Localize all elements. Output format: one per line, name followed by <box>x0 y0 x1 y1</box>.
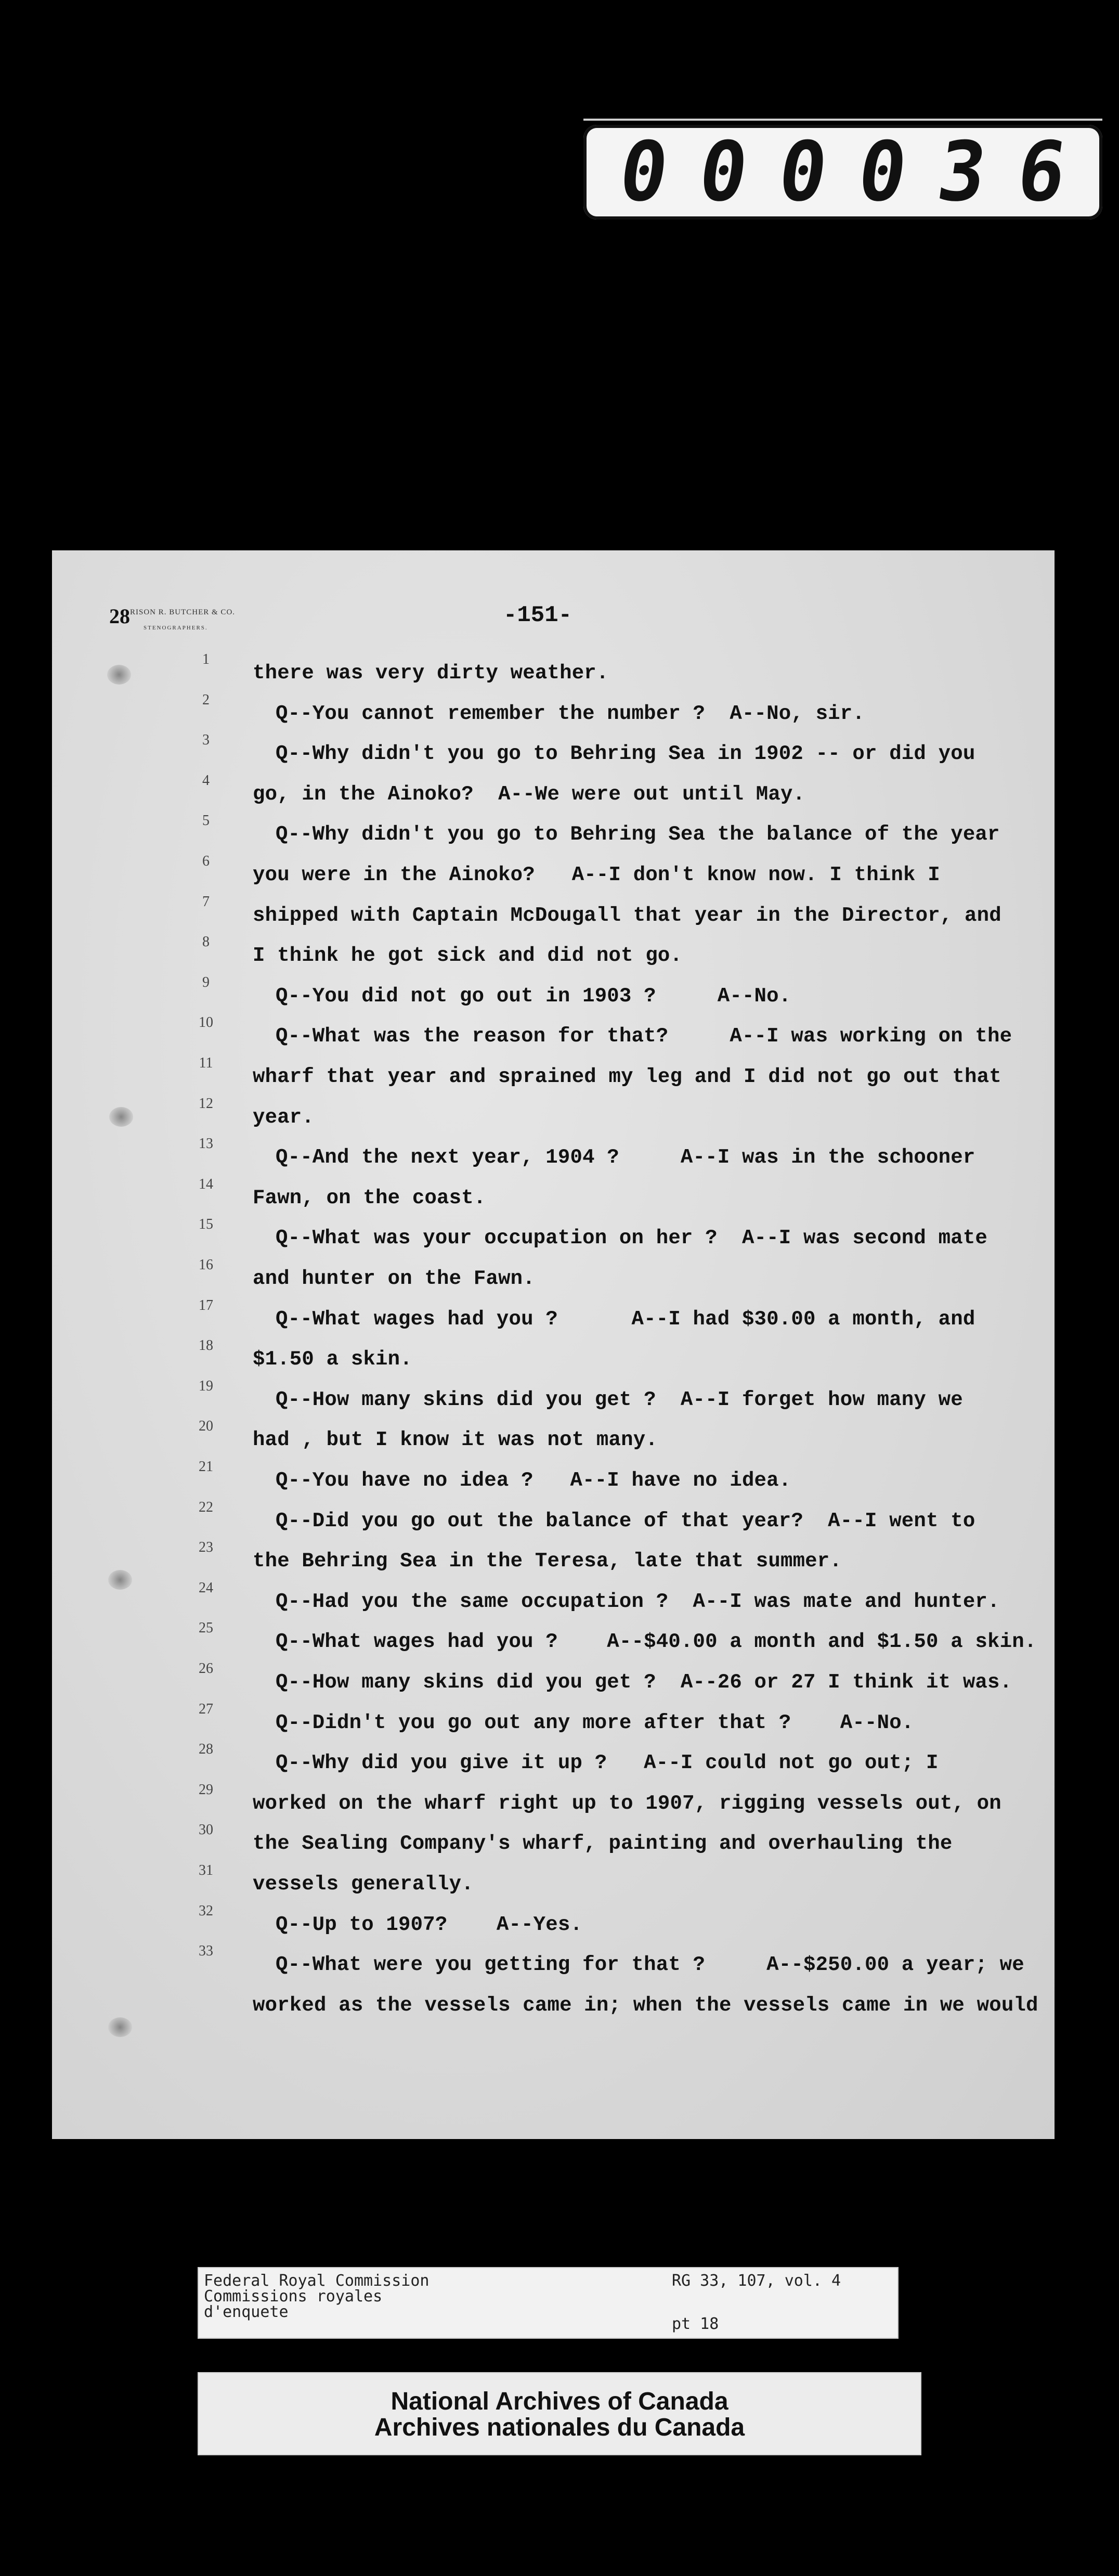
line-text: Q--Did you go out the balance of that year? A--I went to <box>276 1509 975 1532</box>
line-text: the Sealing Company's wharf, painting and overhauling the <box>253 1832 953 1856</box>
transcript-line <box>52 1135 1055 1173</box>
transcript-line <box>52 731 1055 769</box>
transcript-line <box>52 1175 1055 1214</box>
archives-name-en: National Archives of Canada <box>391 2388 728 2415</box>
line-text: worked on the wharf right up to 1907, rigging vessels out, on <box>253 1792 1001 1815</box>
transcript-line <box>52 1579 1055 1617</box>
line-text: worked as the vessels came in; when the vessels came in we would <box>253 1993 1038 2017</box>
line-number: 25 <box>199 1620 213 1637</box>
line-text: Q--And the next year, 1904 ? A--I was in the schooner <box>276 1146 975 1169</box>
national-archives-label <box>198 2372 921 2455</box>
line-number: 4 <box>202 772 210 789</box>
transcript-line <box>52 1054 1055 1092</box>
line-text: Q--You did not go out in 1903 ? A--No. <box>276 984 791 1008</box>
transcript-line <box>52 1740 1055 1779</box>
line-number: 3 <box>202 732 210 749</box>
collection-title-fr: Commissions royales <box>204 2287 383 2305</box>
line-text: you were in the Ainoko? A--I don't know now. I think I <box>253 864 940 886</box>
archives-name-fr: Archives nationales du Canada <box>374 2414 745 2441</box>
line-text: Q--What wages had you ? A--$40.00 a month and $1.50 a skin. <box>276 1630 1037 1654</box>
line-text: vessels generally. <box>253 1873 474 1896</box>
counter-digit: 0 <box>614 124 674 220</box>
line-text: Fawn, on the coast. <box>253 1186 486 1209</box>
line-text: Q--You cannot remember the number ? A--No, sir. <box>276 702 865 725</box>
line-text: $1.50 a skin. <box>253 1348 412 1371</box>
archive-reference-label <box>198 2267 899 2339</box>
line-text: Q--What wages had you ? A--I had $30.00 a month, and <box>276 1307 975 1331</box>
counter-digit: 6 <box>1011 124 1072 220</box>
line-text: Q--Had you the same occupation ? A--I was mate and hunter. <box>276 1590 1000 1613</box>
transcript-line <box>52 893 1055 931</box>
transcript-line <box>52 933 1055 971</box>
line-number: 16 <box>199 1257 213 1273</box>
line-text: shipped with Captain McDougall that year in the Director, and <box>253 904 1001 927</box>
page-number: -151- <box>503 602 572 628</box>
line-number: 28 <box>199 1741 213 1758</box>
transcript-line <box>52 771 1055 810</box>
line-number: 5 <box>202 813 210 829</box>
line-text: Q--Up to 1907? A--Yes. <box>276 1913 583 1936</box>
transcript-line <box>52 1861 1055 1900</box>
line-number: 2 <box>202 691 210 708</box>
line-number: 27 <box>199 1701 213 1717</box>
line-text: Q--How many skins did you get ? A--26 or 27 I think it was. <box>276 1671 1012 1694</box>
counter-digit: 0 <box>852 124 913 220</box>
line-number: 18 <box>199 1337 213 1354</box>
firm-subtitle: STENOGRAPHERS. <box>144 625 208 631</box>
line-number: 13 <box>199 1136 213 1152</box>
collection-title-fr-2: d'enquete <box>204 2303 289 2321</box>
transcript-line <box>52 1902 1055 1940</box>
line-text: I think he got sick and did not go. <box>253 944 683 968</box>
line-text: Q--How many skins did you get ? A--I forget how many we <box>276 1388 963 1411</box>
frame-counter <box>583 125 1102 220</box>
line-number: 22 <box>199 1499 213 1515</box>
line-number: 6 <box>202 853 210 869</box>
transcript-line <box>52 852 1055 891</box>
line-text: go, in the Ainoko? A--We were out until May. <box>253 782 805 806</box>
line-number: 12 <box>199 1095 213 1112</box>
transcript-line <box>52 1296 1055 1335</box>
transcript-line <box>52 1336 1055 1375</box>
transcript-line <box>52 650 1055 689</box>
line-text: there was very dirty weather. <box>253 662 609 685</box>
line-number: 1 <box>202 651 210 667</box>
transcript-line <box>52 1982 1055 2021</box>
line-text: year. <box>253 1105 315 1129</box>
line-number: 8 <box>202 934 210 950</box>
line-number: 9 <box>202 974 210 990</box>
line-text: had , but I know it was not many. <box>253 1428 658 1452</box>
line-number: 17 <box>199 1297 213 1313</box>
line-number: 14 <box>199 1176 213 1192</box>
line-text: Q--What were you getting for that ? A--$250.00 a year; we <box>276 1953 1024 1977</box>
transcript-line <box>52 1700 1055 1738</box>
firm-prefix: 28 <box>109 604 130 628</box>
line-number: 10 <box>199 1014 213 1031</box>
line-number: 21 <box>199 1459 213 1475</box>
transcript-line <box>52 1538 1055 1577</box>
transcript-line <box>52 1215 1055 1254</box>
transcript-line <box>52 1619 1055 1657</box>
transcript-line <box>52 1417 1055 1456</box>
transcript-line <box>52 1659 1055 1698</box>
line-text: Q--What was your occupation on her ? A--I was second mate <box>276 1227 988 1250</box>
firm-name: RISON R. BUTCHER & CO. <box>130 608 236 616</box>
transcript-line <box>52 691 1055 729</box>
line-text: Q--What was the reason for that? A--I was working on the <box>276 1025 1012 1048</box>
line-number: 29 <box>199 1781 213 1798</box>
counter-digit: 3 <box>932 124 993 220</box>
line-number: 32 <box>199 1902 213 1919</box>
transcript-line <box>52 1498 1055 1537</box>
line-text: the Behring Sea in the Teresa, late that summer. <box>253 1550 842 1573</box>
transcript-line <box>52 812 1055 850</box>
line-text: Q--You have no idea ? A--I have no idea. <box>276 1469 791 1492</box>
line-number: 15 <box>199 1216 213 1233</box>
line-number: 33 <box>199 1943 213 1960</box>
line-number: 20 <box>199 1418 213 1435</box>
part-number: pt 18 <box>672 2315 719 2333</box>
transcript-line <box>52 1256 1055 1294</box>
line-text: wharf that year and sprained my leg and I did not go out that <box>253 1065 1001 1088</box>
line-text: Q--Didn't you go out any more after that ? A--No. <box>276 1711 914 1734</box>
line-text: Q--Why didn't you go to Behring Sea in 1902 -- or did you <box>276 742 975 766</box>
transcript-page <box>52 550 1055 2139</box>
line-text: and hunter on the Fawn. <box>253 1267 535 1290</box>
transcript-line <box>52 1942 1055 1980</box>
line-text: Q--Why didn't you go to Behring Sea the balance of the year <box>276 823 1000 846</box>
transcript-line <box>52 1781 1055 1819</box>
record-group-reference: RG 33, 107, vol. 4 <box>672 2272 841 2290</box>
line-number: 31 <box>199 1862 213 1878</box>
counter-digit: 0 <box>693 124 754 220</box>
line-number: 26 <box>199 1660 213 1677</box>
line-number: 11 <box>199 1055 213 1071</box>
line-text: Q--Why did you give it up ? A--I could not go out; I <box>276 1751 939 1775</box>
collection-title: Federal Royal Commission <box>204 2272 430 2290</box>
line-number: 24 <box>199 1579 213 1596</box>
line-number: 19 <box>199 1377 213 1394</box>
line-number: 23 <box>199 1539 213 1556</box>
transcript-line <box>52 973 1055 1012</box>
counter-digit: 0 <box>773 124 834 220</box>
transcript-line <box>52 1377 1055 1415</box>
line-number: 30 <box>199 1822 213 1838</box>
line-number: 7 <box>202 893 210 910</box>
transcript-line <box>52 1821 1055 1859</box>
transcript-line <box>52 1458 1055 1496</box>
transcript-line <box>52 1013 1055 1052</box>
firm-header <box>109 605 235 631</box>
transcript-line <box>52 1094 1055 1133</box>
counter-rule <box>583 119 1102 121</box>
